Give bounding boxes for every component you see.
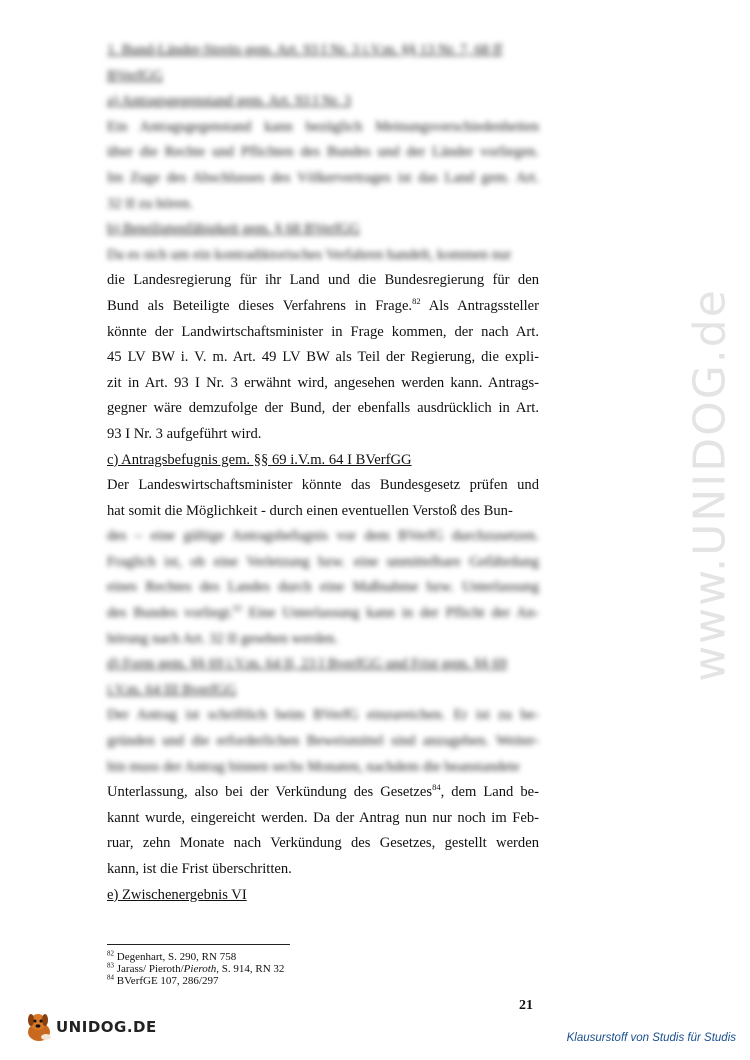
text-line: 32 II zu hören. <box>107 195 193 212</box>
body-paragraph <box>107 703 539 780</box>
page-number: 21 <box>519 998 533 1013</box>
text-line: des Bundes vorliegt.$^{83}$ Eine Unterlassung kann in der Pflicht der An- <box>107 603 540 622</box>
text-line: Bund als Beteiligte dieses Verfahrens in Frage.$^{82}$ Als Antragssteller <box>107 296 539 314</box>
footnote-marker[interactable]: 84 <box>432 782 441 793</box>
text-line: hat somit die Möglichkeit - durch einen eventuellen Verstoß des Bun- <box>107 502 513 519</box>
unidog-logo[interactable] <box>24 1010 157 1044</box>
dog-mascot-icon <box>24 1010 54 1044</box>
footnotes <box>107 944 407 987</box>
text-line: über die Rechte und Pflichten des Bundes und der Länder vorliegen. <box>107 144 539 161</box>
text-line: e) Zwischenergebnis VI <box>107 886 247 903</box>
text-line: d) Form gem. §§ 69 i.V.m. 64 II, 23 I BverfGG und Frist gem. §§ 69 <box>107 656 507 673</box>
body-paragraph <box>107 473 539 524</box>
logo-text: UNIDOG.DE <box>56 1018 157 1036</box>
text-line: könnte der Landwirtschaftsminister in Frage kommen, der nach Art. <box>107 323 539 340</box>
text-line: Unterlassung, also bei der Verkündung des Gesetzes$^{84}$, dem Land be- <box>107 782 539 801</box>
text-line: ruar, zehn Monate nach Verkündung des Gesetzes, gestellt werden <box>107 835 539 852</box>
footnote-list <box>107 951 407 987</box>
text-line: Da es sich um ein kontradiktorisches Verfahren handelt, kommen nur <box>107 246 512 263</box>
footnote-marker[interactable]: 83 <box>233 603 242 614</box>
text-line: i.V.m. 64 III BverfGG <box>107 681 237 698</box>
footnote: $^{82}$ Degenhart, S. 290, RN 758 <box>107 949 237 963</box>
text-line: hin muss der Antrag binnen sechs Monaten, nachdem die beanstandete <box>107 758 520 775</box>
text-line: a) Antragsgegenstand gem. Art. 93 I Nr. 3 <box>107 93 351 110</box>
body-paragraph <box>107 268 539 447</box>
text-line: eines Rechtes des Landes durch eine Maßnahme bzw. Unterlassung <box>107 579 539 596</box>
text-line: 1. Bund-Länder-Streits gem. Art. 93 I Nr. 3 i.V.m. §§ 13 Nr. 7, 68 ff <box>107 42 503 58</box>
document-body <box>107 38 539 908</box>
text-line: Ein Antragsgegenstand kann bezüglich Meinungsverschiedenheiten <box>107 118 539 135</box>
text-line: gegner wäre demzufolge der Bund, der ebenfalls ausdrücklich in Art. <box>107 400 539 417</box>
body-paragraph <box>107 243 539 269</box>
text-line: gründen und die erforderlichen Beweismittel sind anzugeben. Weiter- <box>107 733 539 750</box>
text-line: 45 LV BW i. V. m. Art. 49 LV BW als Teil der Regierung, die expli- <box>107 349 539 366</box>
footnote-number: 83 <box>107 961 114 970</box>
section-heading <box>107 652 539 703</box>
text-line: kannt wurde, eingereicht werden. Da der Antrag nun nur noch im Feb- <box>107 809 539 826</box>
text-line: die Landesregierung für ihr Land und die Bundesregierung für den <box>107 272 539 289</box>
footnote-number: 82 <box>107 949 114 958</box>
footnote-number: 84 <box>107 973 114 982</box>
watermark: www.UNIDOG.de <box>684 288 736 682</box>
text-line: 93 I Nr. 3 aufgeführt wird. <box>107 425 262 442</box>
footnote-separator <box>107 944 290 945</box>
footnote-marker[interactable]: 82 <box>412 296 421 307</box>
footer-tagline: Klausurstoff von Studis für Studis <box>566 1032 736 1044</box>
text-line: Fraglich ist, ob eine Verletzung bzw. eine unmittelbare Gefährdung <box>107 553 539 570</box>
text-line: des – eine gültige Antragsbefugnis vor dem BVerfG durchzusetzen. <box>107 528 539 545</box>
footnote: $^{83}$ Jarass/ Pieroth/Pieroth, S. 914, RN 32 <box>107 961 285 975</box>
text-line: b) Beteiligtenfähigkeit gem. § 68 BVerfGG <box>107 221 360 238</box>
body-paragraph <box>107 780 539 882</box>
text-line: hörung nach Art. 32 II gesehen werden. <box>107 630 338 647</box>
text-line: zit in Art. 93 I Nr. 3 erwähnt wird, angesehen werden kann. Antrags- <box>107 374 539 391</box>
body-paragraph <box>107 524 539 652</box>
text-line: BVerfGG <box>107 67 163 84</box>
text-line: Der Landeswirtschaftsminister könnte das Bundesgesetz prüfen und <box>107 477 539 494</box>
body-paragraph <box>107 115 539 217</box>
text-line: c) Antragsbefugnis gem. §§ 69 i.V.m. 64 I BVerfGG <box>107 451 412 468</box>
footnote: $^{84}$ BVerfGE 107, 286/297 <box>107 973 219 987</box>
text-line: Im Zuge des Abschlusses des Völkervertrages ist das Land gem. Art. <box>107 169 539 186</box>
section-heading <box>107 38 539 89</box>
section-heading <box>107 89 539 115</box>
section-heading <box>107 217 539 243</box>
text-line: kann, ist die Frist überschritten. <box>107 861 292 877</box>
section-heading <box>107 883 539 909</box>
section-heading <box>107 448 539 474</box>
text-line: Der Antrag ist schriftlich beim BVerfG einzureichen. Er ist zu be- <box>107 707 539 724</box>
